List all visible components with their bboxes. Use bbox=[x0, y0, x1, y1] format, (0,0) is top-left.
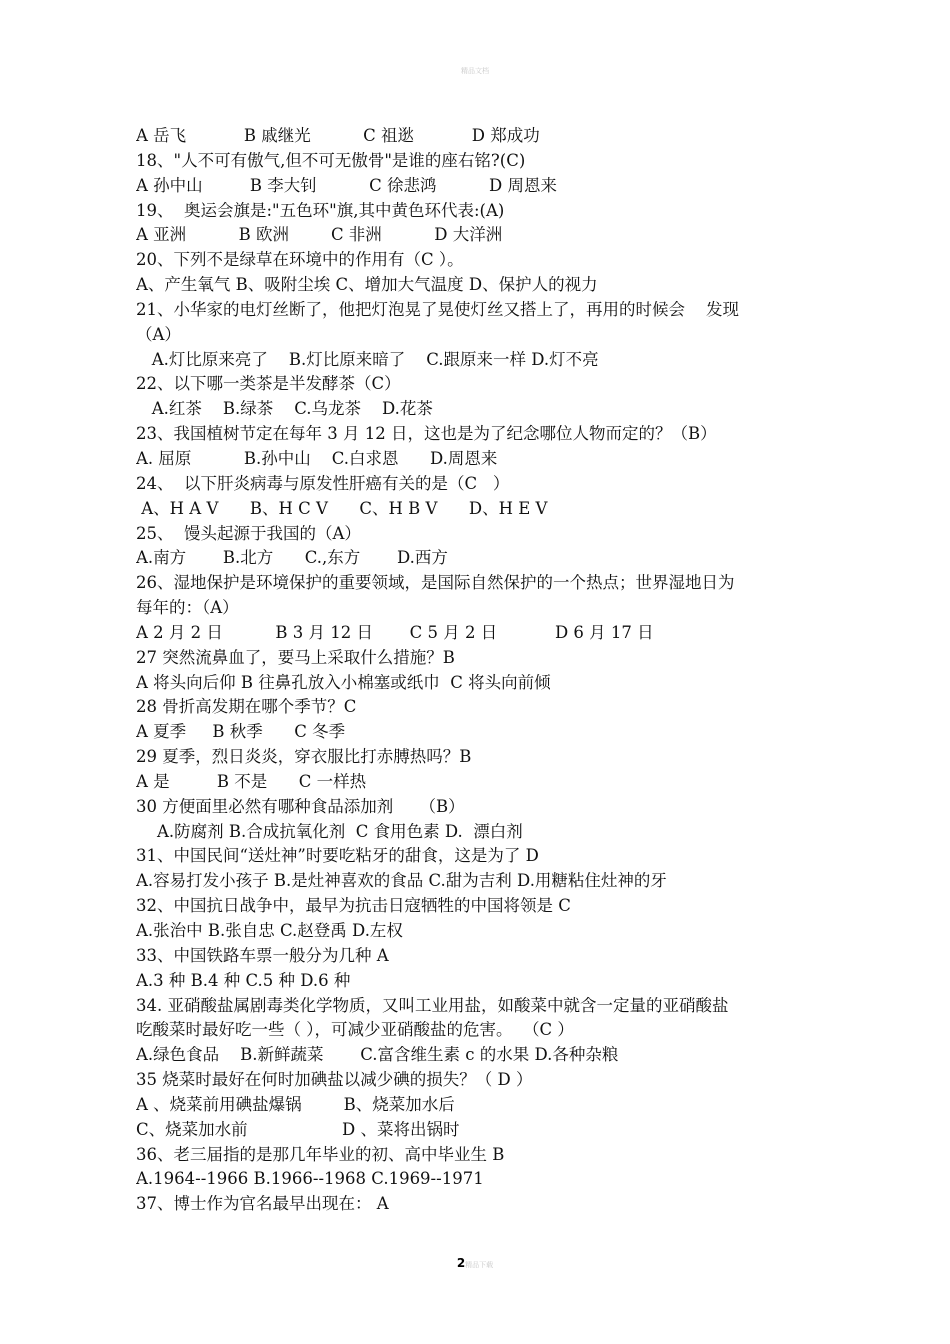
text-line: 32、中国抗日战争中，最早为抗击日寇牺牲的中国将领是 C bbox=[136, 896, 571, 916]
text-line: 18、"人不可有傲气,但不可无傲骨"是谁的座右铭?(C) bbox=[136, 150, 526, 170]
text-line: A 、烧菜前用碘盐爆锅 B、烧菜加水后 bbox=[136, 1094, 455, 1114]
text-line: 28 骨折高发期在哪个季节？C bbox=[136, 697, 357, 717]
text-line: A. 屈原 B.孙中山 C.白求恩 D.周恩来 bbox=[136, 448, 498, 468]
text-line: 33、中国铁路车票一般分为几种 A bbox=[136, 945, 389, 965]
footer-tag: 精品下载 bbox=[465, 1261, 494, 1269]
text-line: A 孙中山 B 李大钊 C 徐悲鸿 D 周恩来 bbox=[136, 175, 557, 195]
text-line: 每年的：（A） bbox=[136, 598, 239, 618]
text-line: A 夏季 B 秋季 C 冬季 bbox=[136, 722, 346, 742]
text-line: A.灯比原来亮了 B.灯比原来暗了 C.跟原来一样 D.灯不亮 bbox=[136, 349, 599, 369]
text-line: A 2 月 2 日 B 3 月 12 日 C 5 月 2 日 D 6 月 17 日 bbox=[136, 622, 654, 642]
text-line: 25、 馒头起源于我国的（A） bbox=[136, 523, 361, 543]
text-line: 34. 亚硝酸盐属剧毒类化学物质，又叫工业用盐，如酸菜中就含一定量的亚硝酸盐 bbox=[136, 995, 729, 1015]
document-body bbox=[136, 124, 826, 1217]
text-line: A 亚洲 B 欧洲 C 非洲 D 大洋洲 bbox=[136, 225, 503, 245]
text-line: A.南方 B.北方 C.,东方 D.西方 bbox=[136, 548, 448, 568]
text-line: C、烧菜加水前 D 、菜将出锅时 bbox=[136, 1119, 460, 1139]
text-line: 24、 以下肝炎病毒与原发性肝癌有关的是（C ） bbox=[136, 473, 510, 493]
text-line: A.绿色食品 B.新鲜蔬菜 C.富含维生素 c 的水果 D.各种杂粮 bbox=[136, 1045, 619, 1065]
page-number: 2 bbox=[456, 1256, 466, 1270]
text-line: A 将头向后仰 B 往鼻孔放入小棉塞或纸巾 C 将头向前倾 bbox=[136, 672, 551, 692]
text-line: A、产生氧气 B、吸附尘埃 C、增加大气温度 D、保护人的视力 bbox=[136, 275, 598, 295]
text-line: 21、小华家的电灯丝断了，他把灯泡晃了晃使灯丝又搭上了，再用的时候会 发现 bbox=[136, 299, 739, 319]
text-line: A 是 B 不是 C 一样热 bbox=[136, 771, 367, 791]
text-line: A 岳飞 B 戚继光 C 祖逖 D 郑成功 bbox=[136, 126, 540, 145]
text-line: 29 夏季，烈日炎炎，穿衣服比打赤膊热吗？B bbox=[136, 747, 472, 767]
text-line: A.1964--1966 B.1966--1968 C.1969--1971 bbox=[136, 1169, 484, 1189]
text-line: A.红茶 B.绿茶 C.乌龙茶 D.花茶 bbox=[136, 399, 433, 419]
text-line: 吃酸菜时最好吃一些（ ），可减少亚硝酸盐的危害。 （C ） bbox=[136, 1020, 574, 1040]
text-line: 26、湿地保护是环境保护的重要领域，是国际自然保护的一个热点；世界湿地日为 bbox=[136, 573, 735, 593]
text-line: 22、以下哪一类茶是半发酵茶（C） bbox=[136, 374, 401, 394]
text-line: A.张治中 B.张自忠 C.赵登禹 D.左权 bbox=[136, 921, 403, 940]
text-line: 19、 奥运会旗是:"五色环"旗,其中黄色环代表:(A) bbox=[136, 200, 505, 220]
text-line: A、H A V B、H C V C、H B V D、H E V bbox=[136, 498, 548, 518]
page-footer bbox=[0, 1256, 950, 1270]
text-line: 37、博士作为官名最早出现在： A bbox=[136, 1194, 389, 1214]
header-watermark: 精品文档 bbox=[461, 67, 489, 75]
text-line: 27 突然流鼻血了，要马上采取什么措施？B bbox=[136, 647, 455, 667]
text-line: 30 方便面里必然有哪种食品添加剂 （B） bbox=[136, 796, 465, 816]
text-line: A.防腐剂 B.合成抗氧化剂 C 食用色素 D. 漂白剂 bbox=[136, 821, 523, 841]
text-line: 20、下列不是绿草在环境中的作用有（C ）。 bbox=[136, 250, 464, 270]
text-line: 35 烧菜时最好在何时加碘盐以减少碘的损失？（ D ） bbox=[136, 1070, 533, 1090]
text-line: A.3 种 B.4 种 C.5 种 D.6 种 bbox=[136, 970, 351, 990]
text-line: 31、中国民间“送灶神”时要吃粘牙的甜食，这是为了 D bbox=[136, 846, 539, 866]
text-line: A.容易打发小孩子 B.是灶神喜欢的食品 C.甜为吉利 D.用糖粘住灶神的牙 bbox=[136, 871, 667, 891]
text-line: 36、老三届指的是那几年毕业的初、高中毕业生 B bbox=[136, 1144, 505, 1164]
text-line: 23、我国植树节定在每年 3 月 12 日，这也是为了纪念哪位人物而定的？（B） bbox=[136, 424, 717, 444]
text-line: （A） bbox=[136, 324, 181, 344]
